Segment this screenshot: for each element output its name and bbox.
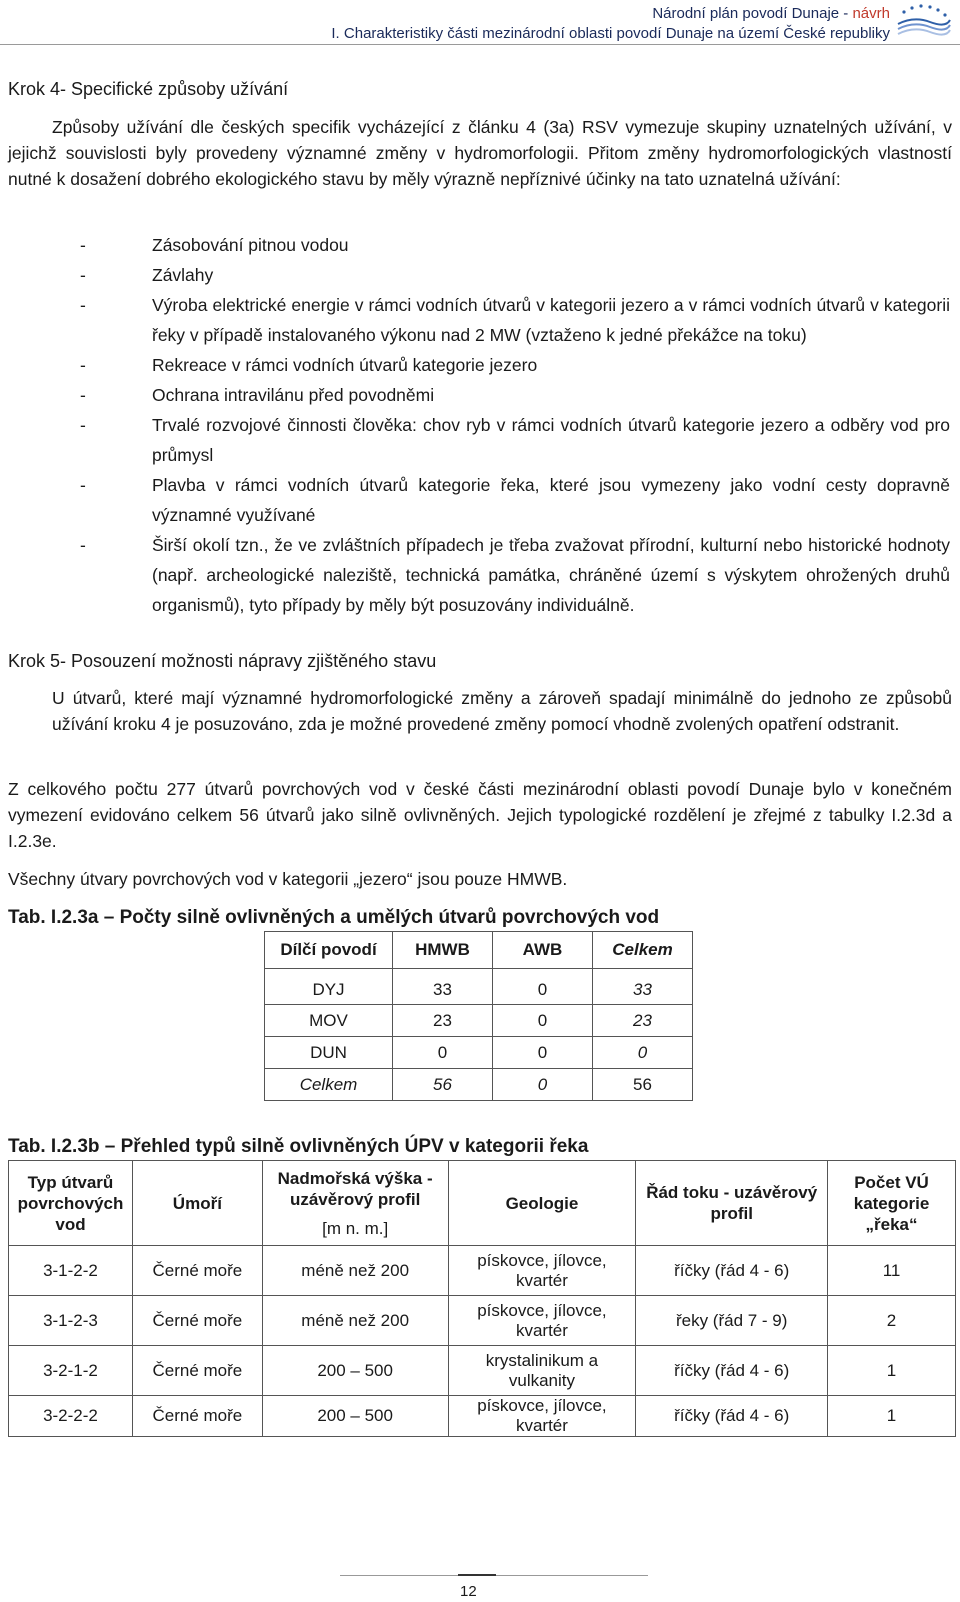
draft-label: návrh xyxy=(852,5,890,22)
table-a xyxy=(264,931,693,1101)
table-cell: krystalinikum a vulkanity xyxy=(448,1346,636,1396)
page-number: 12 xyxy=(460,1583,477,1600)
list-item xyxy=(80,260,950,290)
table-row xyxy=(265,1037,693,1069)
header-cell-unit: [m n. m.] xyxy=(322,1218,389,1238)
table-cell: Černé moře xyxy=(132,1396,262,1437)
bullet-dash: - xyxy=(80,355,86,375)
bullet-dash: - xyxy=(80,265,86,285)
table-cell: DUN xyxy=(265,1037,393,1069)
krok5-paragraph: U útvarů, které mají významné hydromorfologické změny a zároveň spadají minimálně do jednoho ze způsobů užívání kroku 4 je posuzováno, zda je možné provedené změny pomocí vhodně zvolených opatření odstranit. xyxy=(52,688,952,734)
document-title: Národní plán povodí Dunaje - xyxy=(652,5,853,22)
table-cell: říčky (řád 4 - 6) xyxy=(636,1396,828,1437)
table-header-row xyxy=(9,1161,956,1246)
table-cell: řeky (řád 7 - 9) xyxy=(636,1296,828,1346)
table-header-row xyxy=(265,932,693,969)
table-cell: pískovce, jílovce, kvartér xyxy=(448,1396,636,1437)
header-cell: Úmoří xyxy=(132,1161,262,1246)
list-item-text: Rekreace v rámci vodních útvarů kategorie jezero xyxy=(152,355,538,375)
table-cell: 200 – 500 xyxy=(262,1396,448,1437)
table-cell: méně než 200 xyxy=(262,1296,448,1346)
table-cell: říčky (řád 4 - 6) xyxy=(636,1346,828,1396)
bullet-dash: - xyxy=(80,475,86,495)
header-divider xyxy=(0,44,960,45)
list-item xyxy=(80,530,950,620)
table-cell: 0 xyxy=(493,1005,593,1037)
list-item-text: Širší okolí tzn., že ve zvláštních případech je třeba zvažovat přírodní, kulturní nebo historické hodnoty (např. archeologické naleziště, technická památka, chráněné území s výskytem ohrožených druhů organismů), tyto případy by měly být posuzovány individuálně. xyxy=(152,535,950,615)
list-item xyxy=(80,470,950,530)
table-cell: 0 xyxy=(493,1037,593,1069)
table-cell: 1 xyxy=(828,1346,956,1396)
table-cell: MOV xyxy=(265,1005,393,1037)
header-cell: AWB xyxy=(493,932,593,969)
list-item xyxy=(80,380,950,410)
table-row xyxy=(265,969,693,1005)
table-cell: Černé moře xyxy=(132,1246,262,1296)
table-cell: 33 xyxy=(393,969,493,1005)
table-row xyxy=(9,1346,956,1396)
list-item-text: Výroba elektrické energie v rámci vodních útvarů v kategorii jezero a v rámci vodních útvarů v kategorii řeky v případě instalovaného výkonu nad 2 MW (vztaženo k jedné překážce na toku) xyxy=(152,295,950,345)
table-row xyxy=(9,1246,956,1296)
table-cell: 56 xyxy=(593,1069,693,1101)
footer-divider-accent xyxy=(458,1574,496,1576)
header-cell: Řád toku - uzávěrový profil xyxy=(636,1161,828,1246)
header-cell: Geologie xyxy=(448,1161,636,1246)
table-a-caption: Tab. I.2.3a – Počty silně ovlivněných a umělých útvarů povrchových vod xyxy=(8,907,660,928)
list-item xyxy=(80,290,950,350)
table-cell: 2 xyxy=(828,1296,956,1346)
header-cell: HMWB xyxy=(393,932,493,969)
table-cell: 0 xyxy=(493,969,593,1005)
table-cell: méně než 200 xyxy=(262,1246,448,1296)
table-cell: DYJ xyxy=(265,969,393,1005)
list-item-text: Plavba v rámci vodních útvarů kategorie řeka, které jsou vymezeny jako vodní cesty dopravně významné využívané xyxy=(152,475,950,525)
list-item-text: Zásobování pitnou vodou xyxy=(152,235,349,255)
table-b-caption: Tab. I.2.3b – Přehled typů silně ovlivněných ÚPV v kategorii řeka xyxy=(8,1136,589,1157)
table-cell: 3-2-2-2 xyxy=(9,1396,133,1437)
table-row xyxy=(9,1396,956,1437)
table-cell: 0 xyxy=(493,1069,593,1101)
header-cell-label: Nadmořská výška - uzávěrový profil xyxy=(277,1168,433,1209)
header-cell: Typ útvarů povrchových vod xyxy=(9,1161,133,1246)
table-cell: 3-2-1-2 xyxy=(9,1346,133,1396)
table-row xyxy=(9,1296,956,1346)
table-cell: pískovce, jílovce, kvartér xyxy=(448,1246,636,1296)
table-cell: Černé moře xyxy=(132,1296,262,1346)
table-cell: 3-1-2-2 xyxy=(9,1246,133,1296)
table-cell: 33 xyxy=(593,969,693,1005)
list-item xyxy=(80,230,950,260)
table-cell: 0 xyxy=(393,1037,493,1069)
bullet-dash: - xyxy=(80,235,86,255)
table-cell: Černé moře xyxy=(132,1346,262,1396)
krok4-heading: Krok 4- Specifické způsoby užívání xyxy=(8,79,289,99)
uses-list xyxy=(80,230,950,620)
table-cell: 3-1-2-3 xyxy=(9,1296,133,1346)
header-title-line xyxy=(331,4,890,24)
list-item xyxy=(80,410,950,470)
page-header xyxy=(331,4,890,44)
table-cell: 200 – 500 xyxy=(262,1346,448,1396)
list-item-text: Ochrana intravilánu před povodněmi xyxy=(152,385,435,405)
list-item-text: Závlahy xyxy=(152,265,214,285)
header-cell: Počet VÚ kategorie „řeka“ xyxy=(828,1161,956,1246)
lakes-paragraph: Všechny útvary povrchových vod v kategorii „jezero“ jsou pouze HMWB. xyxy=(8,869,568,889)
table-cell: 1 xyxy=(828,1396,956,1437)
total-paragraph: Z celkového počtu 277 útvarů povrchových vod v české části mezinárodní oblasti povodí Dunaje bylo v konečném vymezení evidováno celkem 56 útvarů jako silně ovlivněných. Jejich typologické rozdělení je zřejmé z tabulky I.2.3d a I.2.3e. xyxy=(8,779,952,851)
list-item-text: Trvalé rozvojové činnosti člověka: chov ryb v rámci vodních útvarů kategorie jezero a odběry vod pro průmysl xyxy=(152,415,950,465)
list-item xyxy=(80,350,950,380)
table-cell: pískovce, jílovce, kvartér xyxy=(448,1296,636,1346)
table-cell: 23 xyxy=(393,1005,493,1037)
bullet-dash: - xyxy=(80,415,86,435)
table-b xyxy=(8,1160,956,1437)
table-row xyxy=(265,1005,693,1037)
header-cell: Dílčí povodí xyxy=(265,932,393,969)
table-cell: 0 xyxy=(593,1037,693,1069)
bullet-dash: - xyxy=(80,295,86,315)
table-cell: říčky (řád 4 - 6) xyxy=(636,1246,828,1296)
bullet-dash: - xyxy=(80,535,86,555)
header-cell: Celkem xyxy=(593,932,693,969)
krok5-heading: Krok 5- Posouzení možnosti nápravy zjištěného stavu xyxy=(8,651,437,671)
table-cell: 56 xyxy=(393,1069,493,1101)
table-cell: 23 xyxy=(593,1005,693,1037)
eu-logo-icon xyxy=(894,2,952,42)
table-cell: Celkem xyxy=(265,1069,393,1101)
document-subtitle: I. Charakteristiky části mezinárodní oblasti povodí Dunaje na území České republiky xyxy=(331,25,890,42)
table-cell: 11 xyxy=(828,1246,956,1296)
krok4-paragraph: Způsoby užívání dle českých specifik vycházející z článku 4 (3a) RSV vymezuje skupiny uznatelných užívání, v jejichž souvislosti byly provedeny významné změny v hydromorfologii. Přitom změny hydromorfologických vlastností nutné k dosažení dobrého ekologického stavu by měly výrazně nepříznivé účinky na tato uznatelná užívání: xyxy=(8,117,952,189)
table-row xyxy=(265,1069,693,1101)
bullet-dash: - xyxy=(80,385,86,405)
header-cell xyxy=(262,1161,448,1246)
